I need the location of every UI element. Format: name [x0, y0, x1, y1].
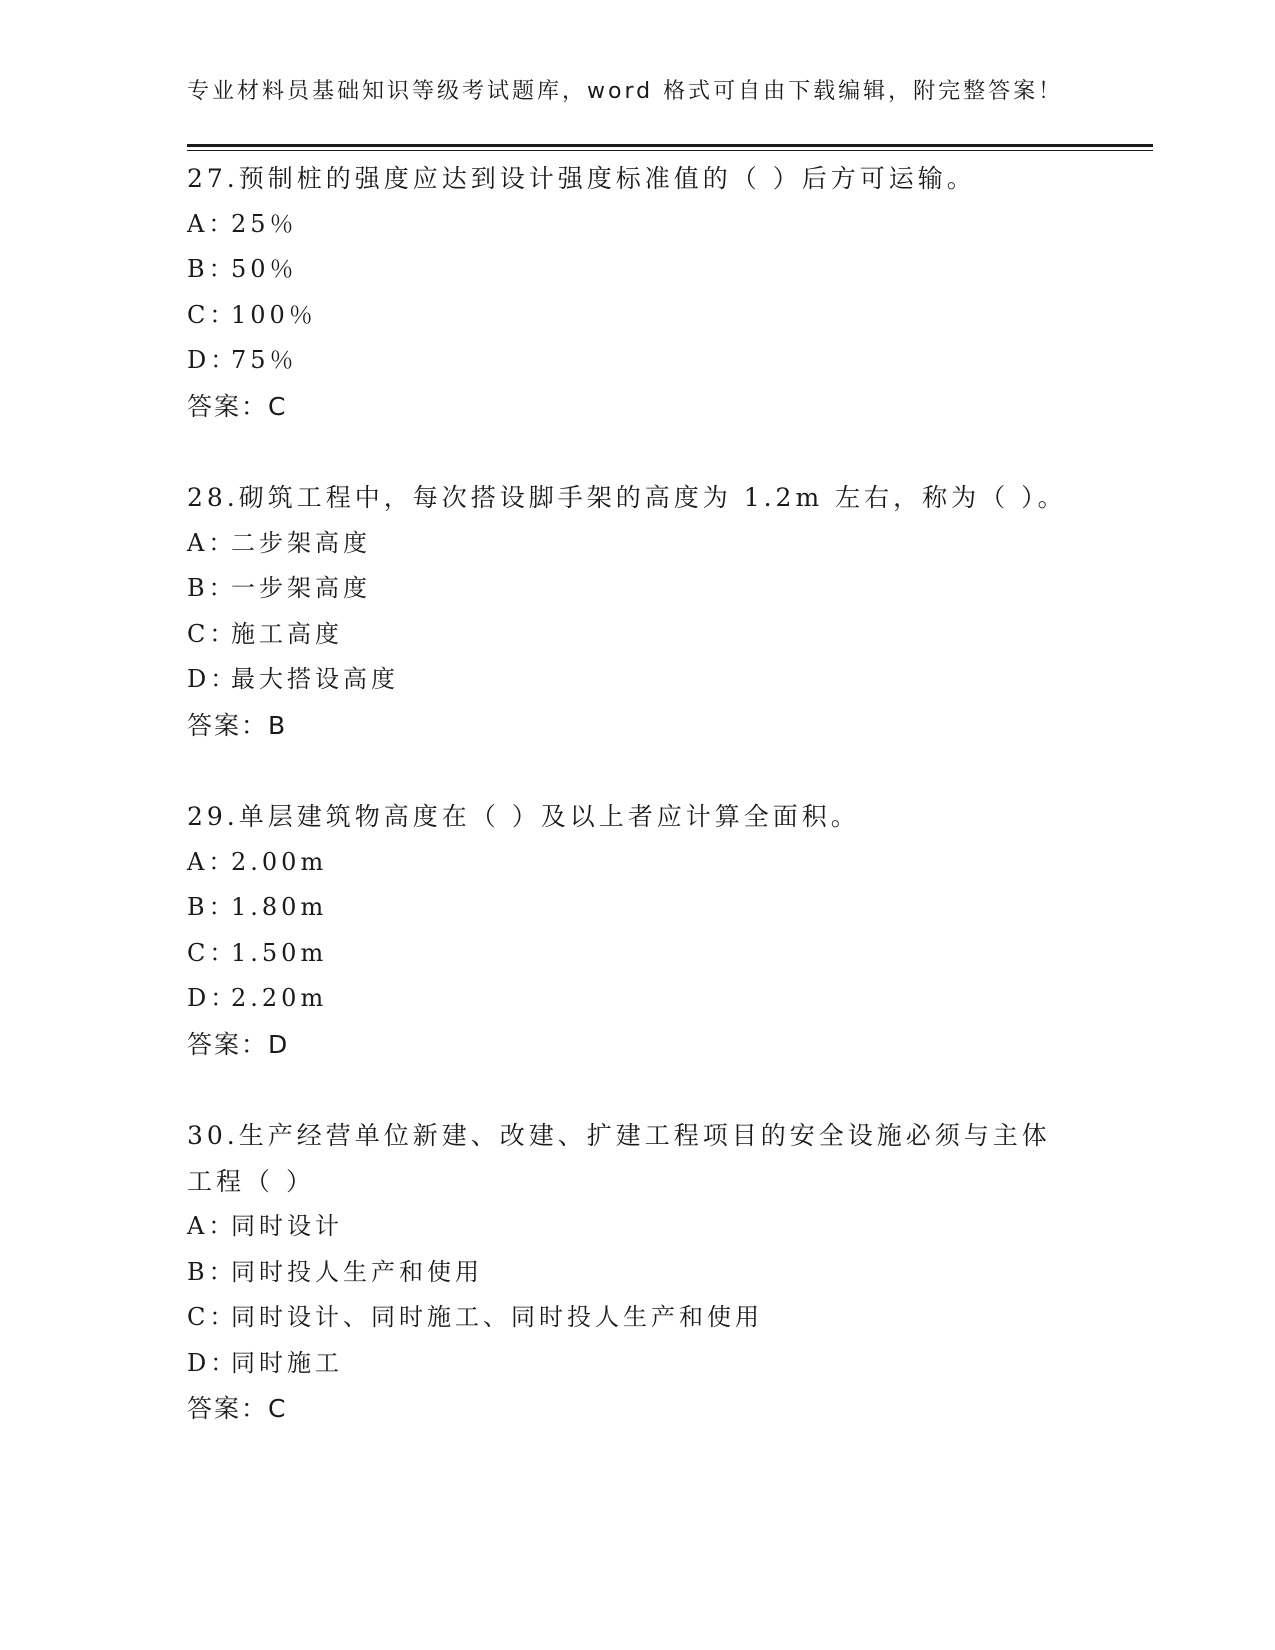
option-label: D： [187, 665, 239, 693]
option-label: C： [187, 619, 238, 648]
option-label: B： [187, 574, 237, 602]
option-text: 一步架高度 [231, 574, 371, 602]
option-text: 25％ [231, 209, 298, 238]
option-a [187, 840, 1087, 886]
header-divider-thin [187, 150, 1153, 151]
option-text: 2.00m [231, 847, 328, 876]
option-label: A： [187, 528, 237, 557]
question-text: 27.预制桩的强度应达到设计强度标准值的（ ）后方可运输。 [187, 164, 976, 193]
option-a [187, 202, 1087, 248]
option-text: 1.50m [231, 938, 328, 967]
option-text: 1.80m [231, 893, 328, 921]
option-d [187, 976, 1087, 1022]
question-30 [187, 1113, 1087, 1432]
option-label: B： [187, 1257, 237, 1286]
option-c [187, 612, 1087, 658]
option-c [187, 931, 1087, 977]
option-label: D： [187, 346, 239, 374]
option-text: 2.20m [231, 984, 328, 1012]
option-b [187, 247, 1087, 293]
option-label: D： [187, 1348, 239, 1377]
answer: 答案：D [187, 1029, 290, 1059]
option-text: 二步架高度 [231, 528, 371, 557]
option-label: C： [187, 300, 238, 329]
option-label: A： [187, 209, 237, 238]
question-29 [187, 794, 1087, 1067]
option-a [187, 1204, 1087, 1250]
question-text: 29.单层建筑物高度在（ ）及以上者应计算全面积。 [187, 802, 860, 831]
answer: 答案：C [187, 1394, 288, 1423]
option-d [187, 1341, 1087, 1387]
option-label: A： [187, 1212, 237, 1240]
question-28 [187, 475, 1087, 748]
option-text: 75％ [231, 346, 298, 374]
question-list [187, 156, 1087, 1478]
header-divider-thick [187, 144, 1153, 147]
option-b [187, 566, 1087, 612]
option-label: C： [187, 938, 238, 967]
option-text: 施工高度 [231, 619, 343, 648]
option-text: 同时设计 [231, 1212, 343, 1240]
option-b [187, 1250, 1087, 1296]
option-text: 50％ [231, 255, 298, 283]
option-text: 同时设计、同时施工、同时投人生产和使用 [231, 1303, 763, 1331]
option-text: 同时施工 [231, 1348, 343, 1377]
answer: 答案：C [187, 391, 288, 421]
page-header: 专业材料员基础知识等级考试题库，word 格式可自由下载编辑，附完整答案！ [187, 79, 1064, 104]
option-d [187, 657, 1087, 703]
option-text: 最大搭设高度 [231, 665, 399, 693]
option-label: C： [187, 1303, 238, 1331]
question-text: 30.生产经营单位新建、改建、扩建工程项目的安全设施必须与主体工程（ ） [187, 1121, 1051, 1196]
option-d [187, 338, 1087, 384]
option-label: A： [187, 847, 237, 876]
option-c [187, 293, 1087, 339]
question-text: 28.砌筑工程中，每次搭设脚手架的高度为 1.2m 左右，称为（ ）。 [187, 483, 1067, 512]
option-label: B： [187, 255, 237, 283]
option-label: B： [187, 893, 237, 921]
answer: 答案：B [187, 710, 288, 740]
option-label: D： [187, 984, 239, 1012]
question-27 [187, 156, 1087, 429]
option-a [187, 521, 1087, 567]
option-text: 100％ [231, 300, 317, 329]
option-b [187, 885, 1087, 931]
option-text: 同时投人生产和使用 [231, 1257, 483, 1286]
option-c [187, 1295, 1087, 1341]
